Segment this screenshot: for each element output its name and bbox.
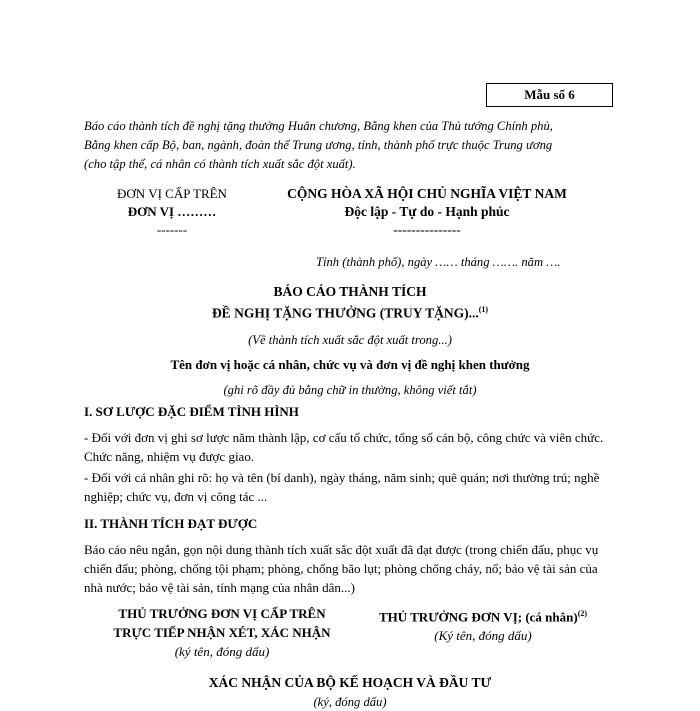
intro-line: Báo cáo thành tích đề nghị tặng thưởng Huân chương, Bằng khen của Thủ tướng Chính phủ, <box>84 119 553 133</box>
report-title-block <box>100 283 600 399</box>
agency-label: ĐƠN VỊ ……… <box>127 204 217 219</box>
unit-signer-title-text: THỦ TRƯỞNG ĐƠN VỊ; (cá nhân) <box>378 609 578 625</box>
superior-signer-note: (ký tên, đóng dấu) <box>174 644 270 659</box>
ministry-confirmation-title: XÁC NHẬN CỦA BỘ KẾ HOẠCH VÀ ĐẦU TƯ <box>208 675 492 690</box>
section-2-heading: II. THÀNH TÍCH ĐẠT ĐƯỢC <box>84 516 258 531</box>
footnote-marker-1: (1) <box>478 305 489 314</box>
signature-block-superior <box>92 604 352 661</box>
intro-line: Bằng khen cấp Bộ, ban, ngành, đoàn thể Trung ương, tỉnh, thành phố trực thuộc Trung ương <box>84 138 553 152</box>
form-number: Mẫu số 6 <box>524 87 575 102</box>
intro-line: (cho tập thể, cá nhân có thành tích xuất sắc đột xuất). <box>84 157 356 171</box>
form-number-box <box>486 83 613 107</box>
parent-agency-label: ĐƠN VỊ CẤP TRÊN <box>117 186 227 201</box>
ministry-confirmation-note: (ký, đóng dấu) <box>313 695 387 709</box>
place-date-line: Tỉnh (thành phố), ngày …… tháng ……. năm …. <box>316 255 561 269</box>
agency-header <box>92 185 252 239</box>
unit-signer-note: (Ký tên, đóng dấu) <box>434 628 532 644</box>
signature-block-unit <box>368 604 598 645</box>
footnote-marker-2: (2) <box>577 609 588 618</box>
superior-signer-role: TRỰC TIẾP NHẬN XÉT, XÁC NHẬN <box>113 625 331 640</box>
report-title: BÁO CÁO THÀNH TÍCH <box>273 284 427 299</box>
national-title: CỘNG HÒA XÃ HỘI CHỦ NGHĨA VIỆT NAM <box>287 186 567 201</box>
superior-signer-title: THỦ TRƯỞNG ĐƠN VỊ CẤP TRÊN <box>118 606 326 621</box>
intro-paragraph <box>84 117 604 174</box>
nominee-name-line: Tên đơn vị hoặc cá nhân, chức vụ và đơn vị đề nghị khen thưởng <box>170 356 530 372</box>
section-1-heading: I. SƠ LƯỢC ĐẶC ĐIỂM TÌNH HÌNH <box>84 404 299 419</box>
national-header <box>262 185 592 239</box>
national-motto: Độc lập - Tự do - Hạnh phúc <box>344 204 510 219</box>
report-scope: (Về thành tích xuất sắc đột xuất trong...) <box>248 332 452 347</box>
national-divider: --------------- <box>393 222 461 237</box>
agency-divider: ------- <box>156 222 188 237</box>
section-1-paragraph: - Đối với cá nhân ghi rõ: họ và tên (bí danh), ngày tháng, năm sinh; quê quán; nơi thường trú; nghề nghiệp; chức vụ, đơn vị công tác ... <box>84 470 600 504</box>
report-subtitle <box>100 301 600 323</box>
unit-signer-title <box>368 604 598 626</box>
nominee-name-note: (ghi rõ đầy đủ bằng chữ in thường, không viết tắt) <box>223 382 477 397</box>
section-1-paragraph: - Đối với đơn vị ghi sơ lược năm thành lập, cơ cấu tổ chức, tổng số cán bộ, công chức và viên chức. Chức năng, nhiệm vụ được giao. <box>84 430 604 464</box>
section-2-paragraph: Báo cáo nêu ngắn, gọn nội dung thành tích xuất sắc đột xuất đã đạt được (trong chiến đấu, phục vụ chiến đấu; phòng, chống tội phạm; phòng, chống bão lụt; phòng chống cháy, nổ; bảo vệ tài sản của nhà nước; bảo vệ tài sản, tính mạng của nhân dân...) <box>84 542 599 595</box>
report-subtitle-text: ĐỀ NGHỊ TẶNG THƯỞNG (TRUY TẶNG)... <box>211 305 479 321</box>
